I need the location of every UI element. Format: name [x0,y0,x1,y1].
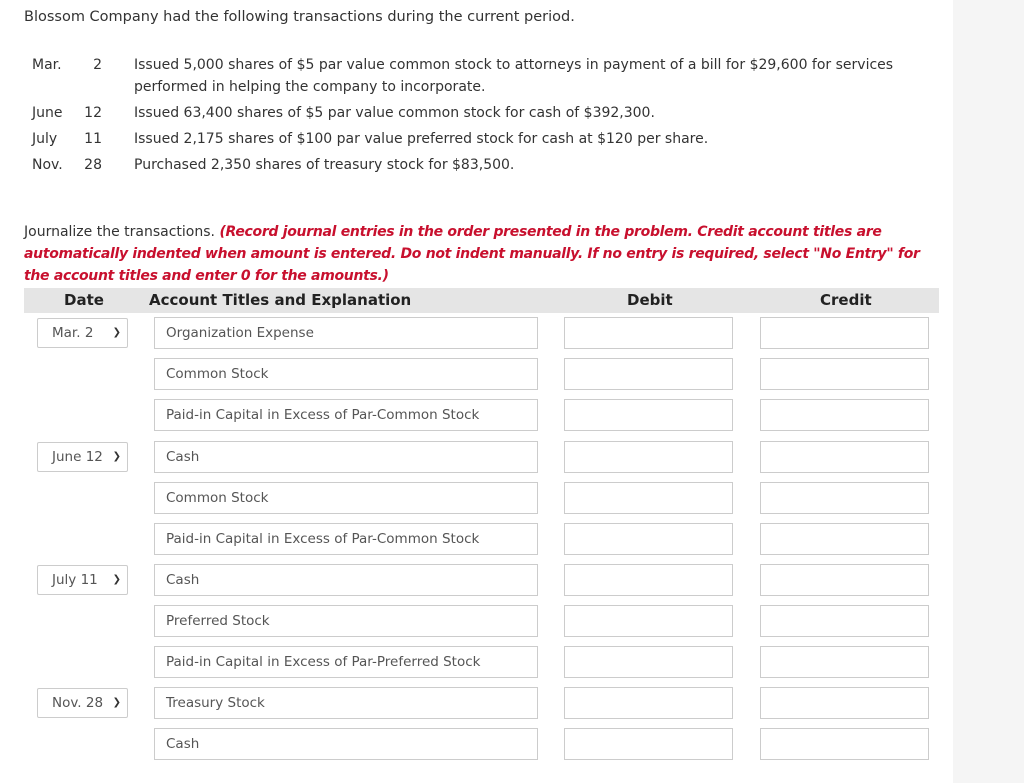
date-header: Date [64,291,104,309]
debit-input[interactable] [564,605,733,637]
chevron-down-icon: ❯ [112,697,121,708]
journal-header [24,288,939,313]
instructions [24,221,944,287]
credit-input[interactable] [760,646,929,678]
debit-input[interactable] [564,399,733,431]
instructions-lead: Journalize the transactions. [24,224,215,240]
transaction-day: 12 [84,105,102,121]
transaction-month: Mar. [32,57,62,73]
debit-input[interactable] [564,564,733,596]
credit-input[interactable] [760,564,929,596]
transaction-list [32,54,932,178]
credit-input[interactable] [760,358,929,390]
description-line: Issued 5,000 shares of $5 par value common stock to attorneys in payment of a bill for $29,600 for services [134,57,894,73]
transaction-row [32,128,932,154]
transaction-month: Nov. [32,157,63,173]
credit-input[interactable] [760,482,929,514]
chevron-down-icon: ❯ [112,327,121,338]
debit-header: Debit [627,291,673,309]
account-title-input[interactable]: Treasury Stock [154,687,538,719]
date-select[interactable] [37,442,128,472]
date-select-value: June 12 [52,449,103,465]
transaction-description [134,54,894,98]
credit-input[interactable] [760,399,929,431]
debit-input[interactable] [564,317,733,349]
debit-input[interactable] [564,523,733,555]
debit-input[interactable] [564,687,733,719]
date-select[interactable] [37,318,128,348]
credit-header: Credit [820,291,872,309]
debit-input[interactable] [564,441,733,473]
debit-input[interactable] [564,646,733,678]
account-title-input[interactable]: Paid-in Capital in Excess of Par-Preferred Stock [154,646,538,678]
transaction-day: 2 [93,57,102,73]
account-title-input[interactable]: Preferred Stock [154,605,538,637]
credit-input[interactable] [760,317,929,349]
problem-intro: Blossom Company had the following transactions during the current period. [24,9,575,25]
credit-input[interactable] [760,687,929,719]
transaction-day: 11 [84,131,102,147]
date-select-value: Nov. 28 [52,695,104,711]
debit-input[interactable] [564,482,733,514]
chevron-down-icon: ❯ [112,451,121,462]
credit-input[interactable] [760,523,929,555]
transaction-month: June [32,105,63,121]
transaction-row [32,54,932,100]
account-title-input[interactable]: Cash [154,441,538,473]
transaction-description: Purchased 2,350 shares of treasury stock for $83,500. [134,157,515,173]
account-title-input[interactable]: Paid-in Capital in Excess of Par-Common Stock [154,399,538,431]
debit-input[interactable] [564,728,733,760]
account-header: Account Titles and Explanation [149,291,412,309]
transaction-day: 28 [84,157,102,173]
credit-input[interactable] [760,728,929,760]
credit-input[interactable] [760,441,929,473]
account-title-input[interactable]: Common Stock [154,482,538,514]
debit-input[interactable] [564,358,733,390]
account-title-input[interactable]: Common Stock [154,358,538,390]
description-line: performed in helping the company to incorporate. [134,79,486,95]
instructions-emphasis: (Record journal entries in the order presented in the problem. Credit account titles are automatically indented when amount is entered. Do not indent manually. If no entry is required, select "No Entry" for the account titles and enter 0 for the amounts.) [24,224,920,284]
transaction-month: July [32,131,58,147]
account-title-input[interactable]: Cash [154,564,538,596]
date-select-value: July 11 [52,572,98,588]
transaction-description: Issued 2,175 shares of $100 par value preferred stock for cash at $120 per share. [134,131,709,147]
right-margin-panel [953,0,1024,783]
account-title-input[interactable]: Cash [154,728,538,760]
chevron-down-icon: ❯ [112,574,121,585]
transaction-description: Issued 63,400 shares of $5 par value common stock for cash of $392,300. [134,105,655,121]
account-title-input[interactable]: Organization Expense [154,317,538,349]
transaction-row [32,102,932,128]
transaction-row [32,154,932,180]
account-title-input[interactable]: Paid-in Capital in Excess of Par-Common Stock [154,523,538,555]
credit-input[interactable] [760,605,929,637]
date-select-value: Mar. 2 [52,325,94,341]
date-select[interactable] [37,565,128,595]
date-select[interactable] [37,688,128,718]
